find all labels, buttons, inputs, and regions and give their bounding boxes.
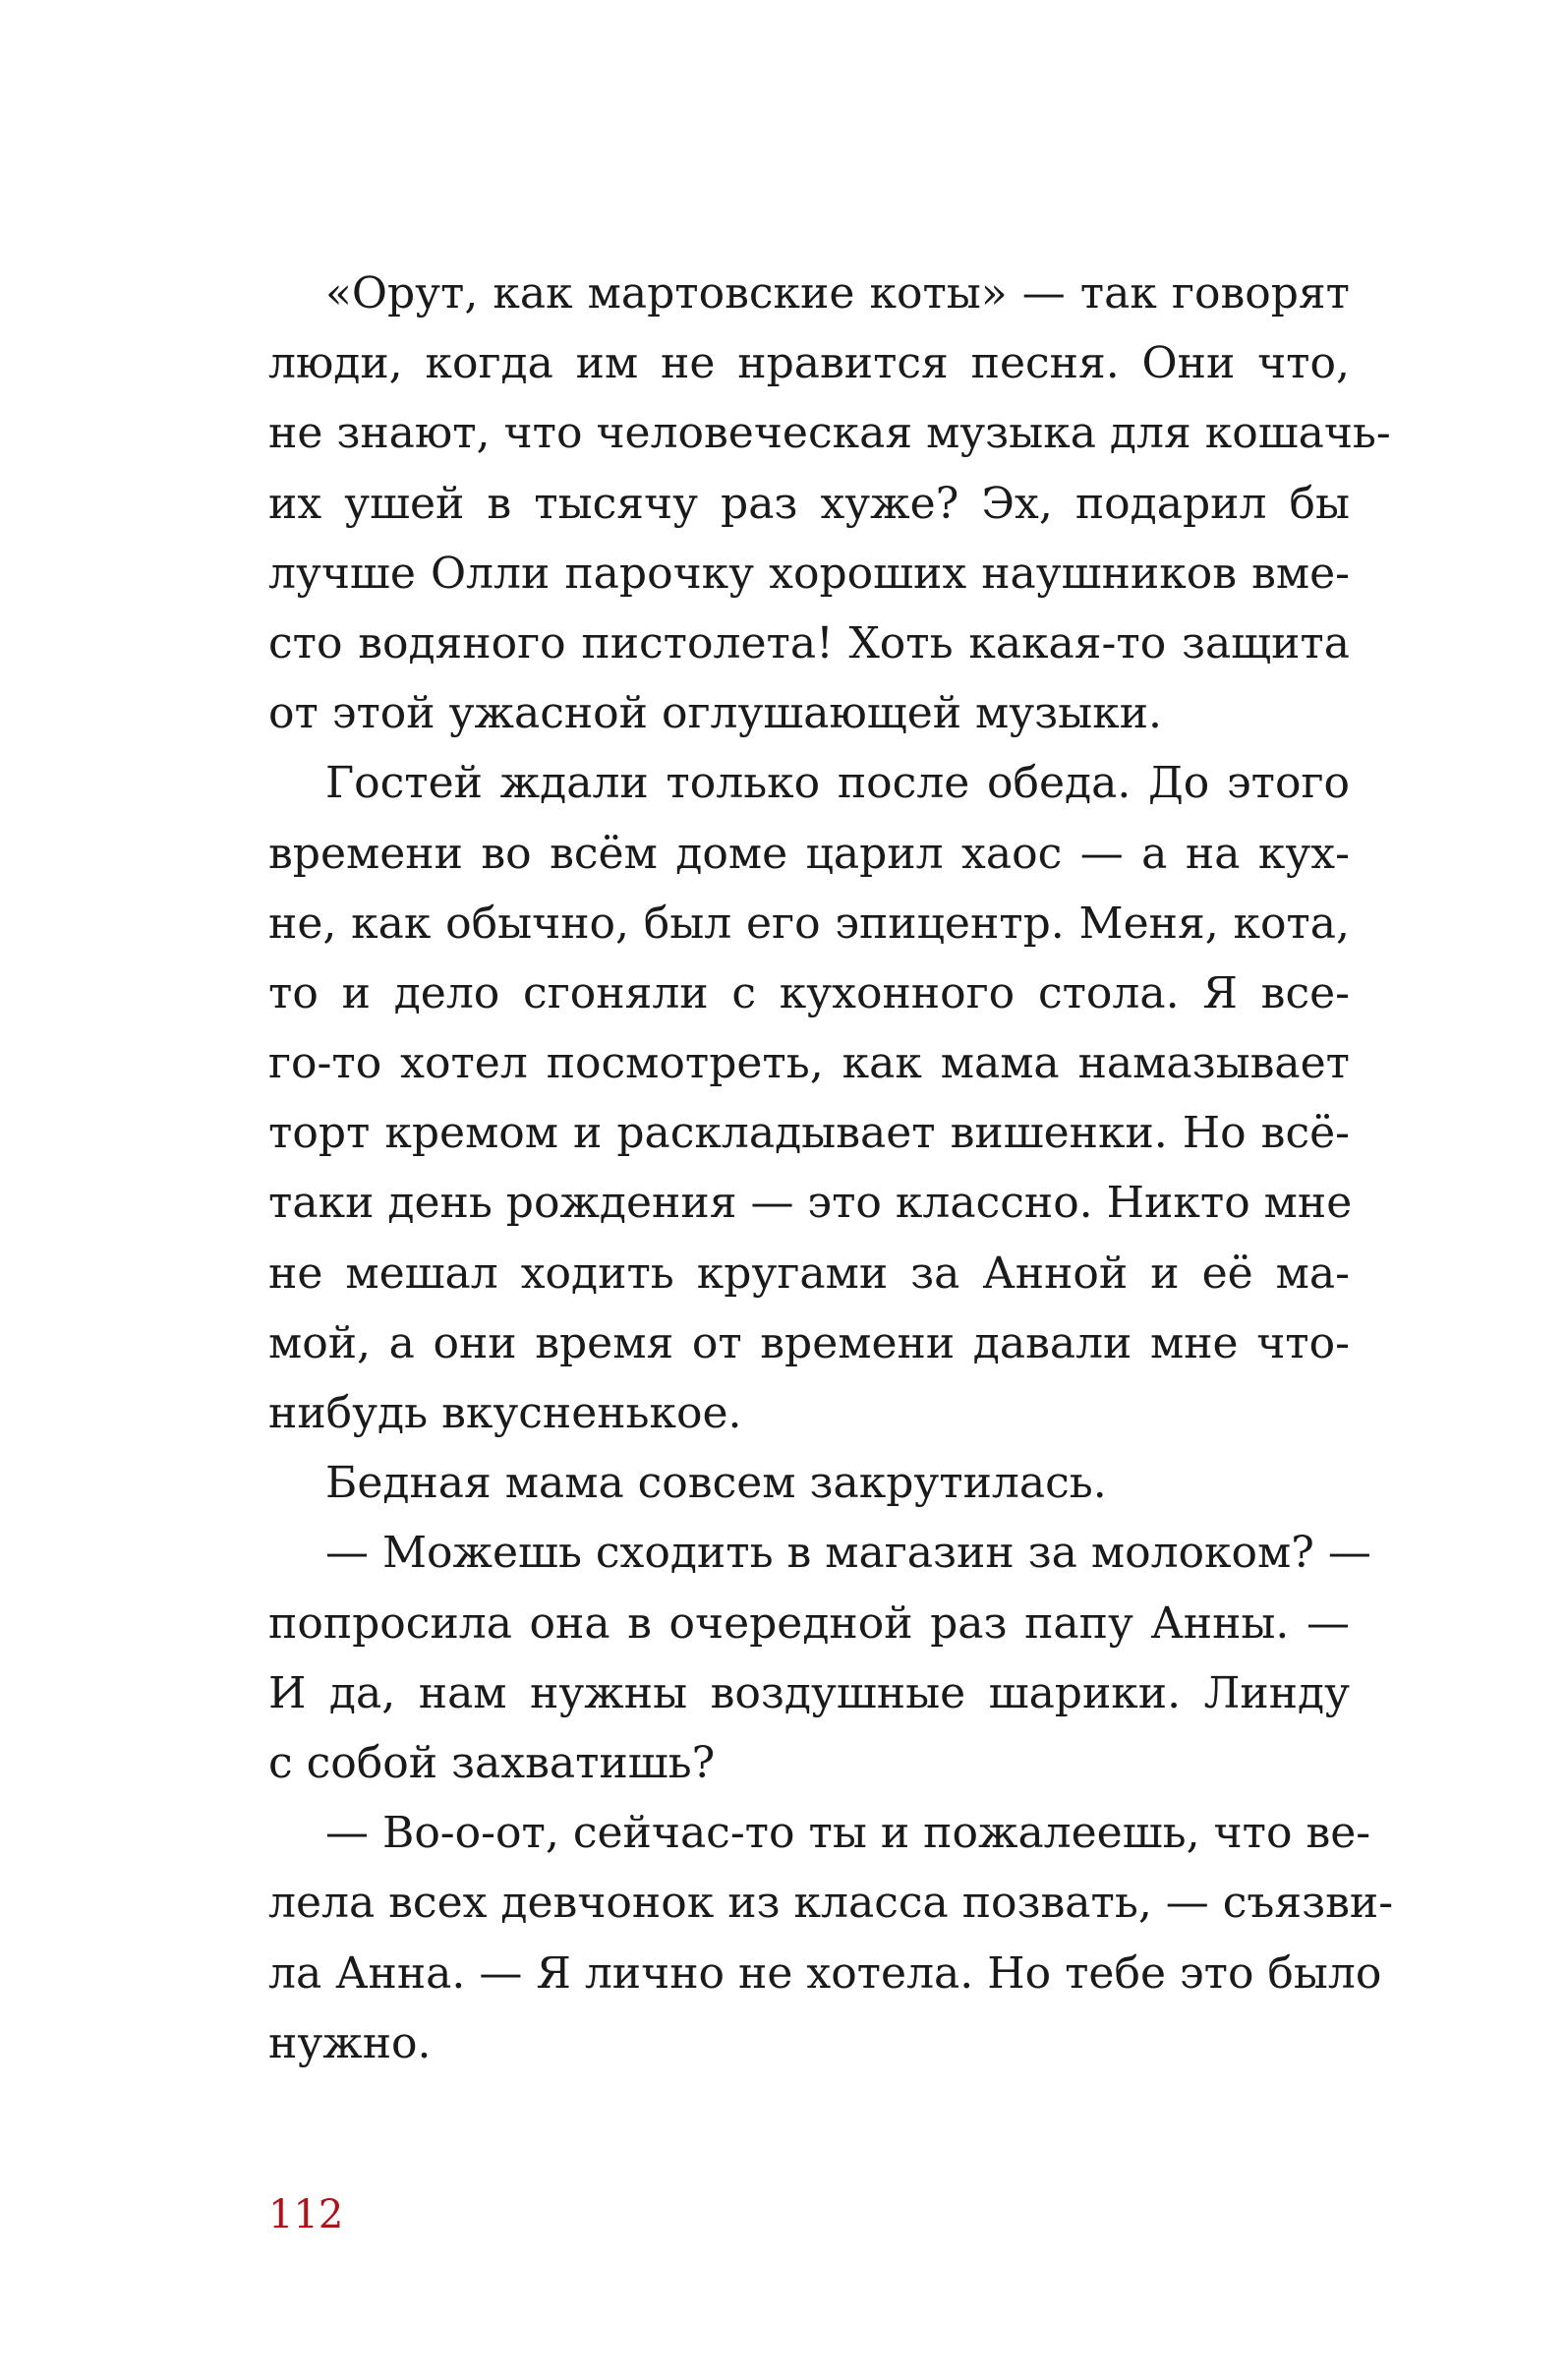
paragraph [268, 1518, 1371, 1798]
text-line: ла Анна. — Я лично не хотела. Но тебе это было [268, 1947, 1382, 1999]
text-line: люди, когда им не нравится песня. Они что, [268, 338, 1350, 389]
paragraph [268, 1448, 1350, 1518]
text-line: попросила она в очередной раз папу Анны. — [268, 1597, 1350, 1649]
text-line: нужно. [268, 2017, 432, 2068]
text-line: го-то хотел посмотреть, как мама намазывает [268, 1038, 1350, 1089]
text-line: сто водяного пистолета! Хоть какая-то защита [268, 617, 1350, 668]
text-line: лела всех девчонок из класса позвать, — съязви- [268, 1878, 1394, 1929]
text-line: не мешал ходить кругами за Анной и её ма- [268, 1248, 1350, 1299]
text-line: торт кремом и раскладывает вишенки. Но всё- [268, 1108, 1350, 1159]
text-line: Гостей ждали только после обеда. До этого [325, 758, 1350, 809]
text-line: И да, нам нужны воздушные шарики. Линду [268, 1667, 1350, 1718]
body-text [268, 259, 1394, 2078]
text-line: от этой ужасной оглушающей музыки. [268, 688, 1163, 739]
text-line: нибудь вкусненькое. [268, 1388, 742, 1438]
text-line: с собой захватишь? [268, 1737, 716, 1788]
paragraph [268, 259, 1391, 748]
text-line: «Орут, как мартовские коты» — так говорят [325, 268, 1350, 319]
text-line: их ушей в тысячу раз хуже? Эх, подарил бы [268, 478, 1350, 529]
text-line: — Можешь сходить в магазин за молоком? — [325, 1528, 1371, 1579]
text-line: мой, а они время от времени давали мне что- [268, 1317, 1350, 1368]
text-line: времени во всём доме царил хаос — а на кух- [268, 828, 1350, 879]
text-line: — Во-о-от, сейчас-то ты и пожалеешь, что ве- [325, 1808, 1371, 1859]
text-line: не знают, что человеческая музыка для кошачь- [268, 408, 1391, 459]
paragraph [268, 748, 1353, 1448]
text-line: не, как обычно, был его эпицентр. Меня, кота, [268, 898, 1350, 949]
paragraph [268, 1798, 1394, 2078]
text-line: то и дело сгоняли с кухонного стола. Я все- [268, 967, 1350, 1018]
text-line: Бедная мама совсем закрутилась. [325, 1458, 1107, 1509]
text-line: лучше Олли парочку хороших наушников вме- [268, 548, 1350, 599]
page-number: 112 [268, 2192, 344, 2237]
text-line: таки день рождения — это классно. Никто мне [268, 1178, 1353, 1229]
